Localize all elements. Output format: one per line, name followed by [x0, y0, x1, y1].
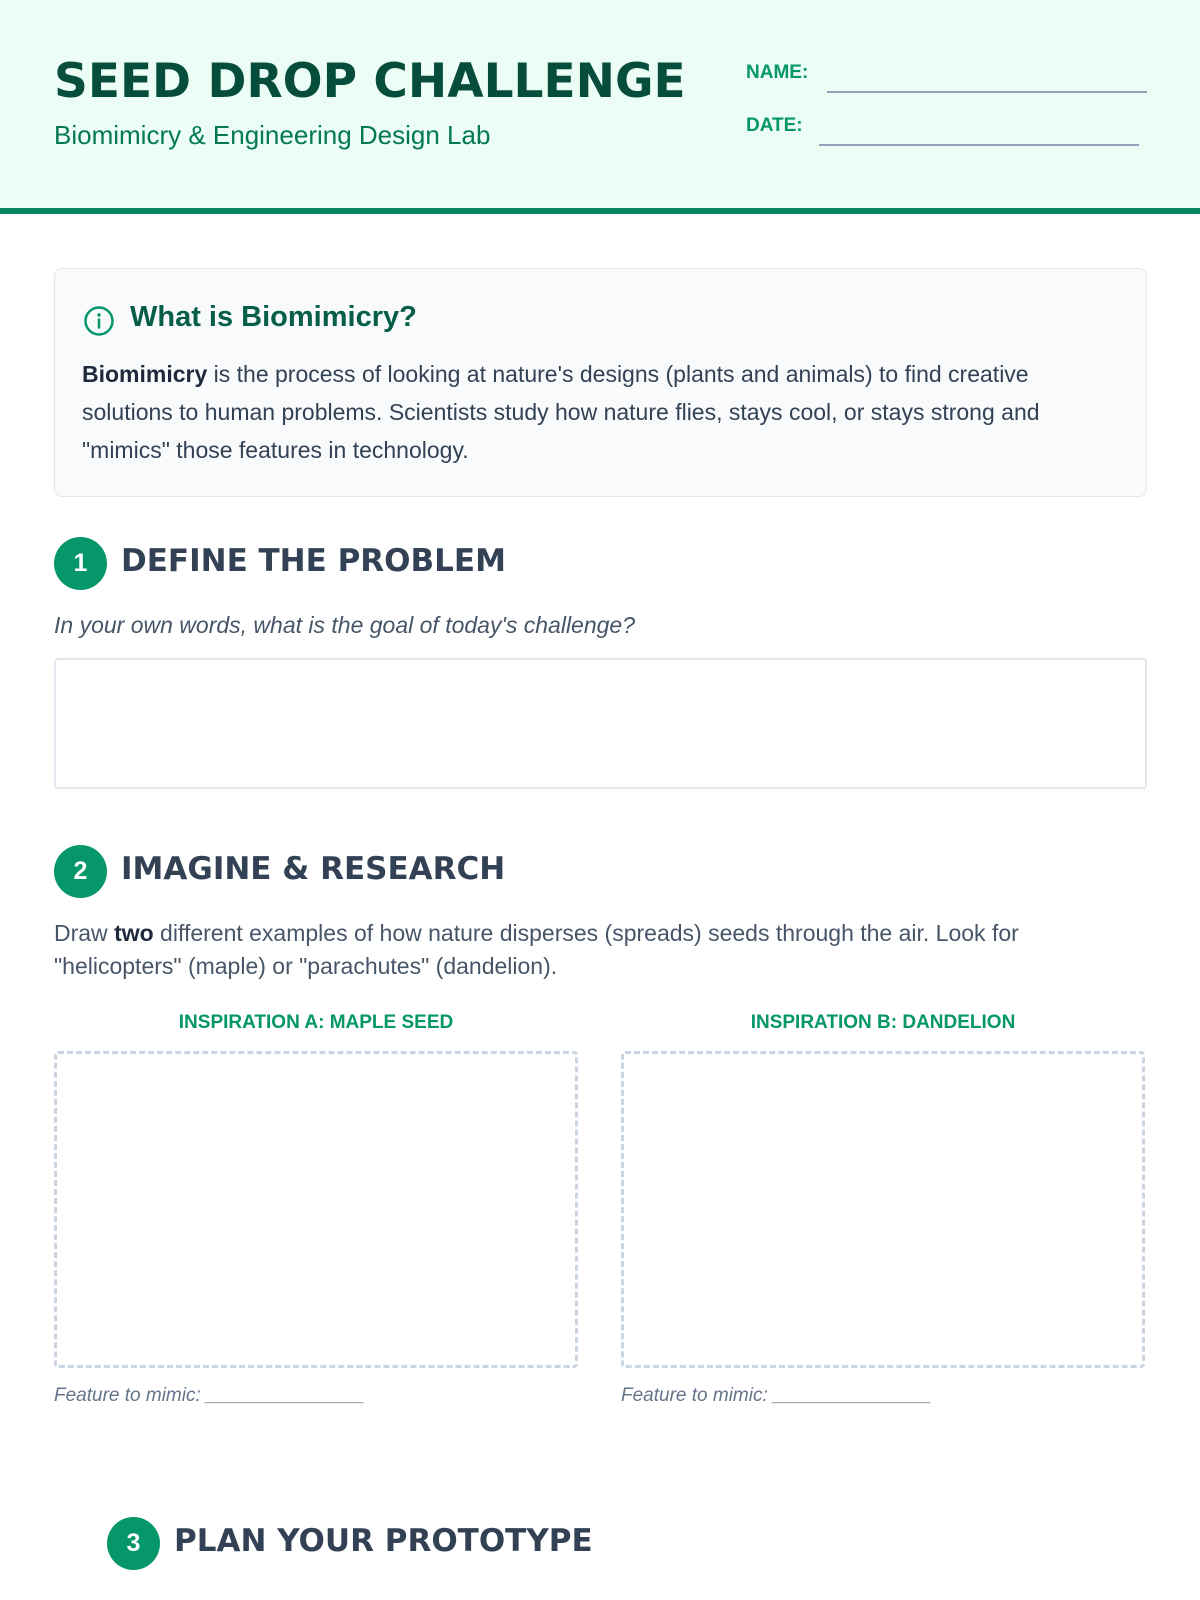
section-title: DEFINE THE PROBLEM — [121, 543, 506, 579]
inspiration-a-drawing-box[interactable] — [54, 1051, 578, 1368]
biomimicry-info-box — [54, 268, 1147, 497]
date-field[interactable] — [819, 144, 1139, 146]
section-title: IMAGINE & RESEARCH — [121, 851, 506, 887]
inspiration-b-drawing-box[interactable] — [621, 1051, 1145, 1368]
inspiration-a-feature: Feature to mimic: _______________ — [54, 1385, 365, 1406]
info-text — [82, 355, 1122, 469]
goal-answer-box[interactable] — [54, 658, 1147, 789]
inspiration-b-label: INSPIRATION B: DANDELION — [750, 1012, 1016, 1033]
research-description — [54, 917, 1147, 983]
name-label: NAME: — [746, 62, 809, 83]
desc-after: different examples of how nature disperses (spreads) seeds through the air. Look for "helicopters" (maple) or "parachutes" (dandelion). — [54, 920, 1019, 979]
section-title: PLAN YOUR PROTOTYPE — [174, 1523, 593, 1559]
goal-prompt: In your own words, what is the goal of today's challenge? — [54, 612, 636, 638]
inspiration-b-feature: Feature to mimic: _______________ — [621, 1385, 932, 1406]
section-number-badge: 1 — [54, 537, 107, 590]
desc-before: Draw — [54, 920, 115, 946]
desc-bold: two — [114, 920, 154, 946]
info-circle-icon — [83, 305, 115, 337]
info-title: What is Biomimicry? — [130, 301, 417, 333]
worksheet-title: SEED DROP CHALLENGE — [54, 54, 686, 109]
worksheet-subtitle: Biomimicry & Engineering Design Lab — [54, 120, 491, 150]
name-field[interactable] — [827, 91, 1147, 93]
section-number-badge: 2 — [54, 845, 107, 898]
info-body: is the process of looking at nature's designs (plants and animals) to find creative solutions to human problems. Scientists study how nature flies, stays cool, or stays strong and "mimics" those features in technology. — [82, 361, 1040, 463]
date-label: DATE: — [746, 115, 803, 136]
section-number-badge: 3 — [107, 1517, 160, 1570]
info-bold-term: Biomimicry — [82, 361, 208, 387]
inspiration-a-label: INSPIRATION A: MAPLE SEED — [178, 1012, 454, 1033]
worksheet-header — [0, 0, 1200, 214]
